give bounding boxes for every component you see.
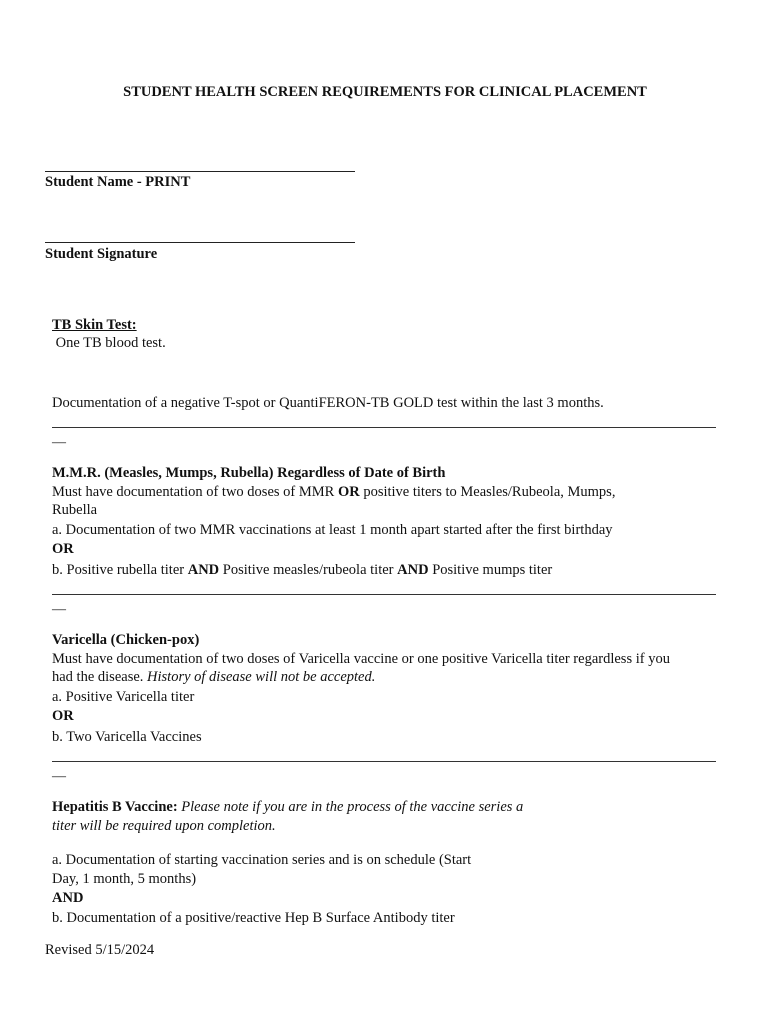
mmr-intro: Must have documentation of two doses of MMR OR positive titers to Measles/Rubeola, Mumps, [52,484,616,500]
section-divider-dash: — [52,435,66,450]
varicella-option-a: a. Positive Varicella titer [52,689,195,705]
varicella-intro: Must have documentation of two doses of Varicella vaccine or one positive Varicella titer regardless if you [52,651,670,667]
mmr-option-b: b. Positive rubella titer AND Positive measles/rubeola titer AND Positive mumps titer [52,562,553,578]
hepb-option-a: a. Documentation of starting vaccination series and is on schedule (Start [52,852,472,868]
hepb-note: titer will be required upon completion. [52,818,276,834]
hepb-and: AND [52,890,84,906]
section-divider [52,594,716,595]
section-divider [52,761,716,762]
document-title: STUDENT HEALTH SCREEN REQUIREMENTS FOR CLINICAL PLACEMENT [123,84,647,100]
section-divider-dash: — [52,602,66,617]
varicella-or: OR [52,708,74,724]
mmr-intro-cont: Rubella [52,502,98,518]
section-divider-dash: — [52,769,66,784]
student-name-label: Student Name - PRINT [45,174,191,190]
hepb-option-b: b. Documentation of a positive/reactive Hep B Surface Antibody titer [52,910,455,926]
student-name-line [45,171,355,172]
varicella-option-b: b. Two Varicella Vaccines [52,729,202,745]
tb-line1: One TB blood test. [52,335,166,351]
tb-heading: TB Skin Test: [52,317,137,333]
hepb-option-a-cont: Day, 1 month, 5 months) [52,871,197,887]
varicella-intro-cont: had the disease. History of disease will not be accepted. [52,669,376,685]
student-signature-label: Student Signature [45,246,158,262]
mmr-heading: M.M.R. (Measles, Mumps, Rubella) Regardless of Date of Birth [52,465,446,481]
mmr-or: OR [52,541,74,557]
section-divider [52,427,716,428]
varicella-heading: Varicella (Chicken-pox) [52,632,200,648]
student-signature-line [45,242,355,243]
hepb-heading: Hepatitis B Vaccine: Please note if you are in the process of the vaccine series a [52,799,524,815]
mmr-option-a: a. Documentation of two MMR vaccinations at least 1 month apart started after the first birthday [52,522,613,538]
tb-line2: Documentation of a negative T-spot or QuantiFERON-TB GOLD test within the last 3 months. [52,395,604,411]
revision-date: Revised 5/15/2024 [45,942,155,958]
